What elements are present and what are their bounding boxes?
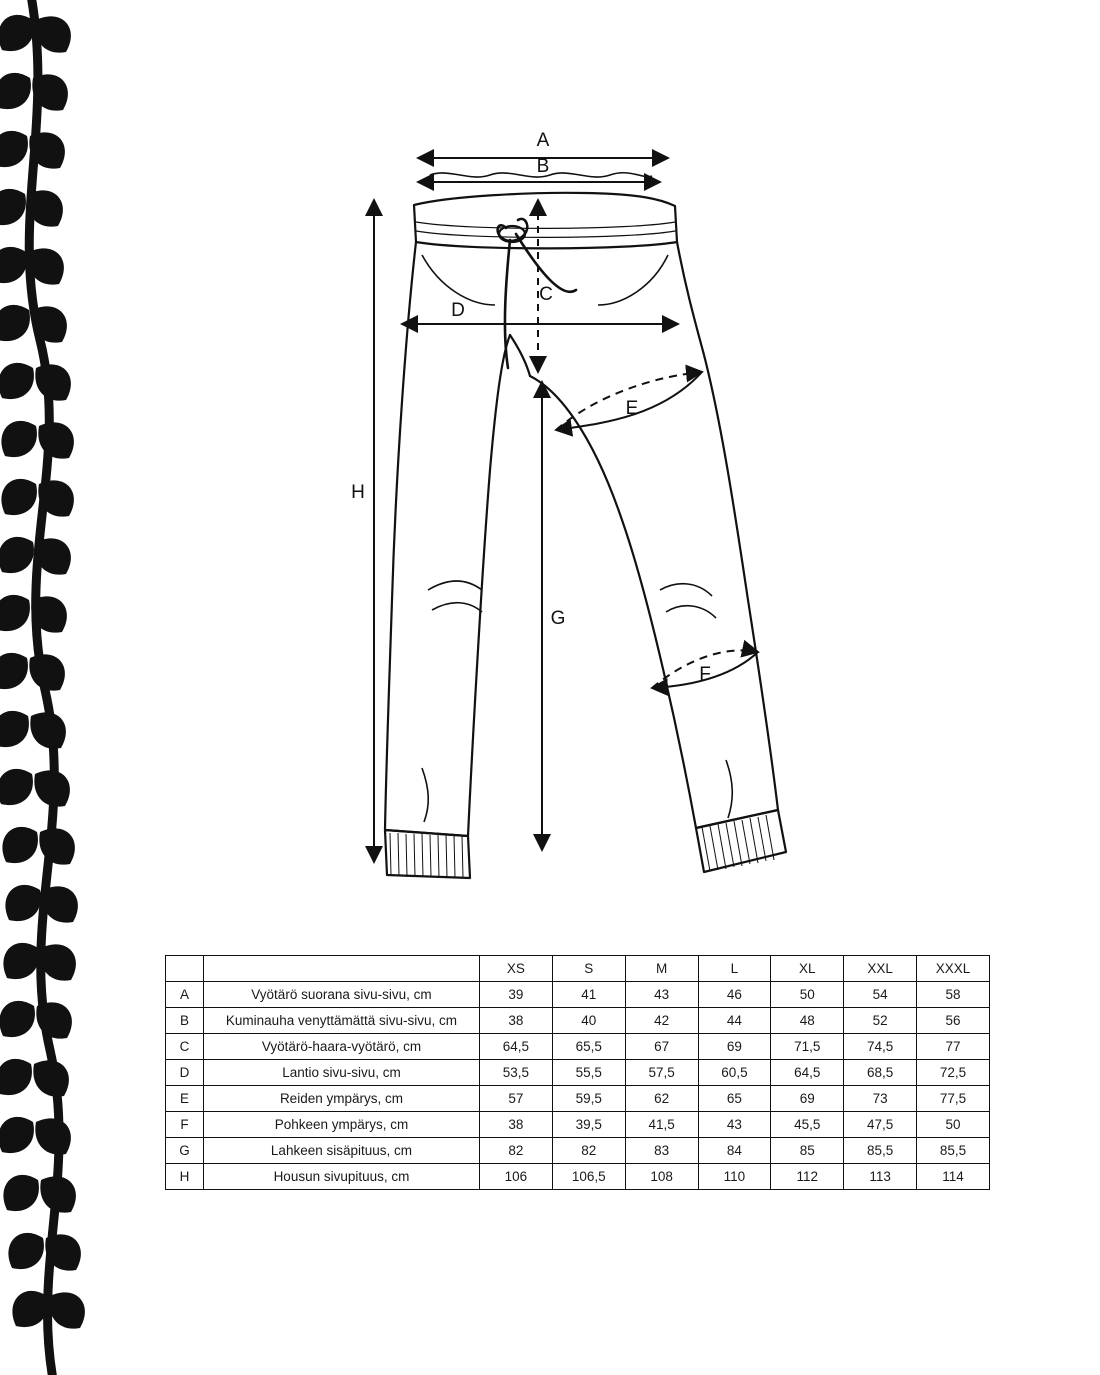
table-row bbox=[166, 982, 990, 1008]
dim-label-e: E bbox=[625, 398, 639, 419]
row-value: 39,5 bbox=[552, 1112, 625, 1138]
dim-label-a: A bbox=[536, 130, 550, 151]
size-chart bbox=[165, 955, 990, 1190]
row-value: 50 bbox=[917, 1112, 990, 1138]
row-value: 40 bbox=[552, 1008, 625, 1034]
dim-label-b: B bbox=[536, 156, 550, 177]
size-table bbox=[165, 955, 990, 1190]
row-label: Vyötärö-haara-vyötärö, cm bbox=[203, 1034, 479, 1060]
row-value: 47,5 bbox=[844, 1112, 917, 1138]
dim-label-c: C bbox=[539, 284, 553, 305]
row-value: 113 bbox=[844, 1164, 917, 1190]
row-value: 39 bbox=[479, 982, 552, 1008]
row-value: 106 bbox=[479, 1164, 552, 1190]
table-row bbox=[166, 1164, 990, 1190]
table-row bbox=[166, 1034, 990, 1060]
row-value: 43 bbox=[698, 1112, 771, 1138]
row-value: 45,5 bbox=[771, 1112, 844, 1138]
row-value: 77 bbox=[917, 1034, 990, 1060]
row-value: 55,5 bbox=[552, 1060, 625, 1086]
row-label: Vyötärö suorana sivu-sivu, cm bbox=[203, 982, 479, 1008]
row-value: 84 bbox=[698, 1138, 771, 1164]
header-size-m: M bbox=[625, 956, 698, 982]
dim-label-h: H bbox=[351, 482, 365, 503]
row-value: 112 bbox=[771, 1164, 844, 1190]
row-value: 38 bbox=[479, 1112, 552, 1138]
table-row bbox=[166, 1060, 990, 1086]
row-value: 82 bbox=[552, 1138, 625, 1164]
row-value: 85,5 bbox=[917, 1138, 990, 1164]
row-value: 42 bbox=[625, 1008, 698, 1034]
row-value: 57,5 bbox=[625, 1060, 698, 1086]
row-value: 56 bbox=[917, 1008, 990, 1034]
row-value: 82 bbox=[479, 1138, 552, 1164]
row-value: 69 bbox=[698, 1034, 771, 1060]
row-value: 83 bbox=[625, 1138, 698, 1164]
row-code: C bbox=[166, 1034, 204, 1060]
row-value: 67 bbox=[625, 1034, 698, 1060]
row-value: 64,5 bbox=[479, 1034, 552, 1060]
row-value: 46 bbox=[698, 982, 771, 1008]
row-value: 73 bbox=[844, 1086, 917, 1112]
row-code: D bbox=[166, 1060, 204, 1086]
header-size-xl: XL bbox=[771, 956, 844, 982]
row-value: 48 bbox=[771, 1008, 844, 1034]
row-label: Reiden ympärys, cm bbox=[203, 1086, 479, 1112]
row-value: 50 bbox=[771, 982, 844, 1008]
row-value: 64,5 bbox=[771, 1060, 844, 1086]
table-row bbox=[166, 1086, 990, 1112]
row-value: 41 bbox=[552, 982, 625, 1008]
row-value: 85 bbox=[771, 1138, 844, 1164]
row-label: Pohkeen ympärys, cm bbox=[203, 1112, 479, 1138]
row-code: B bbox=[166, 1008, 204, 1034]
row-code: F bbox=[166, 1112, 204, 1138]
header-size-l: L bbox=[698, 956, 771, 982]
table-row bbox=[166, 1112, 990, 1138]
row-value: 71,5 bbox=[771, 1034, 844, 1060]
vine-decoration bbox=[0, 0, 150, 1375]
row-label: Housun sivupituus, cm bbox=[203, 1164, 479, 1190]
table-header-row bbox=[166, 956, 990, 982]
header-measurement bbox=[203, 956, 479, 982]
row-value: 54 bbox=[844, 982, 917, 1008]
row-value: 65 bbox=[698, 1086, 771, 1112]
row-code: E bbox=[166, 1086, 204, 1112]
header-size-xxl: XXL bbox=[844, 956, 917, 982]
row-code: A bbox=[166, 982, 204, 1008]
row-value: 44 bbox=[698, 1008, 771, 1034]
row-value: 85,5 bbox=[844, 1138, 917, 1164]
row-value: 59,5 bbox=[552, 1086, 625, 1112]
row-value: 41,5 bbox=[625, 1112, 698, 1138]
row-value: 65,5 bbox=[552, 1034, 625, 1060]
header-size-xxxl: XXXL bbox=[917, 956, 990, 982]
row-value: 69 bbox=[771, 1086, 844, 1112]
row-label: Lahkeen sisäpituus, cm bbox=[203, 1138, 479, 1164]
row-value: 58 bbox=[917, 982, 990, 1008]
row-value: 106,5 bbox=[552, 1164, 625, 1190]
dim-label-g: G bbox=[550, 608, 566, 629]
row-value: 38 bbox=[479, 1008, 552, 1034]
row-value: 72,5 bbox=[917, 1060, 990, 1086]
row-value: 60,5 bbox=[698, 1060, 771, 1086]
table-row bbox=[166, 1138, 990, 1164]
row-label: Lantio sivu-sivu, cm bbox=[203, 1060, 479, 1086]
row-code: G bbox=[166, 1138, 204, 1164]
row-value: 43 bbox=[625, 982, 698, 1008]
header-code bbox=[166, 956, 204, 982]
row-label: Kuminauha venyttämättä sivu-sivu, cm bbox=[203, 1008, 479, 1034]
row-value: 68,5 bbox=[844, 1060, 917, 1086]
row-value: 62 bbox=[625, 1086, 698, 1112]
row-value: 74,5 bbox=[844, 1034, 917, 1060]
row-value: 110 bbox=[698, 1164, 771, 1190]
row-value: 114 bbox=[917, 1164, 990, 1190]
dim-label-f: F bbox=[699, 664, 711, 685]
pants-technical-drawing bbox=[330, 100, 850, 900]
row-value: 53,5 bbox=[479, 1060, 552, 1086]
row-value: 57 bbox=[479, 1086, 552, 1112]
row-value: 52 bbox=[844, 1008, 917, 1034]
row-value: 77,5 bbox=[917, 1086, 990, 1112]
row-value: 108 bbox=[625, 1164, 698, 1190]
header-size-xs: XS bbox=[479, 956, 552, 982]
dim-label-d: D bbox=[451, 300, 465, 321]
row-code: H bbox=[166, 1164, 204, 1190]
table-row bbox=[166, 1008, 990, 1034]
header-size-s: S bbox=[552, 956, 625, 982]
